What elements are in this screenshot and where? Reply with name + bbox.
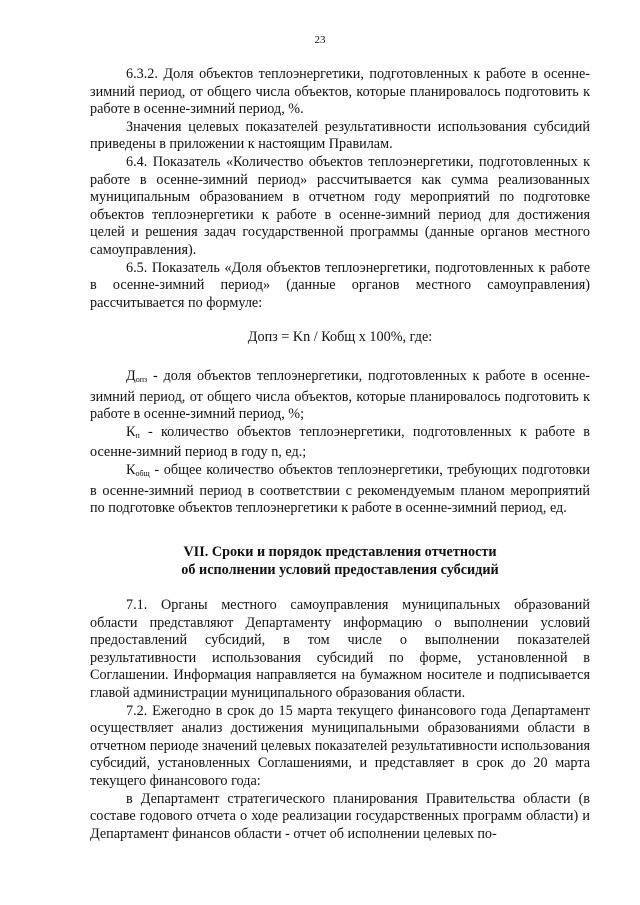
page-number: 23: [314, 34, 326, 46]
definition-subscript: опз: [135, 375, 148, 384]
paragraph-target-values: Значения целевых показателей результативности использования субсидий приведены в приложении к настоящим Правилам.: [90, 118, 590, 153]
definition-kp: [90, 424, 590, 462]
definition-text: - доля объектов теплоэнергетики, подготовленных к работе в осенне-зимний период, от общего числа объектов, которые планировалось подготовить к работе в осенне-зимний период, %;: [90, 368, 590, 423]
paragraph-6-5: 6.5. Показатель «Доля объектов теплоэнергетики, подготовленных к работе в осенне-зимний период» (данные органов местного самоуправления) рассчитывается по формуле:: [90, 259, 590, 311]
paragraph-7-2: 7.2. Ежегодно в срок до 15 марта текущего финансового года Департамент осуществляет анализ достижения муниципальными образованиями области в отчетном периоде значений целевых показателей результативности использования субсидий, установленных Соглашениями, и представляет в срок до 20 марта текущего финансового года:: [90, 702, 590, 789]
definition-kobsch: [90, 462, 590, 518]
top-text-block: [90, 66, 590, 312]
definition-dopz: [90, 368, 590, 424]
paragraph-7-1: 7.1. Органы местного самоуправления муниципальных образований области представляют Департаменту информацию о выполнении условий предоставлений субсидий, в том числе о выполнении показателей результативности использования субсидий по форме, установленной в Соглашении. Информация направляется на бумажном носителе и подписывается главой администрации муниципального образования области.: [90, 597, 590, 701]
section-heading: [90, 543, 590, 579]
definition-symbol: К: [126, 423, 136, 440]
definition-subscript: п: [135, 430, 140, 440]
bottom-text-block: [90, 597, 590, 843]
formula: Допз = Kn / Кобщ х 100%, где:: [247, 329, 433, 345]
paragraph-strategic-planning: в Департамент стратегического планирования Правительства области (в составе годового отчета о ходе реализации государственных программ области) и Департамент финансов области - отчет об исполнении целевых по-: [90, 790, 590, 842]
definition-text: - количество объектов теплоэнергетики, подготовленных к работе в осенне-зимний период в году n, ед.;: [90, 423, 590, 461]
definition-text: - общее количество объектов теплоэнергетики, требующих подготовки в осенне-зимний период в соответствии с рекомендуемым планом мероприятий по подготовке объектов теплоэнергетики к работе в осенне-зимний период, ед.: [90, 461, 590, 517]
definition-symbol: К: [126, 461, 136, 478]
section-heading-line-2: об исполнении условий предоставления субсидий: [181, 562, 499, 578]
paragraph-6-4: 6.4. Показатель «Количество объектов теплоэнергетики, подготовленных к работе в осенне-зимний период» рассчитывается как сумма реализованных муниципальным образованием в отчетном году мероприятий по подготовке объектов теплоэнергетики к работе в осенне-зимний период для достижения целей и решения задач государственной программы (данные органов местного самоуправления).: [90, 153, 590, 258]
definition-symbol: Д: [126, 368, 136, 384]
paragraph-6-3-2: 6.3.2. Доля объектов теплоэнергетики, подготовленных к работе в осенне-зимний период, от общего числа объектов, которые планировалось подготовить к работе в осенне-зимний период, %.: [90, 66, 590, 118]
section-heading-line-1: VII. Сроки и порядок представления отчетности: [183, 544, 497, 560]
definitions-block: [90, 368, 590, 518]
definition-subscript: общ: [135, 468, 150, 478]
